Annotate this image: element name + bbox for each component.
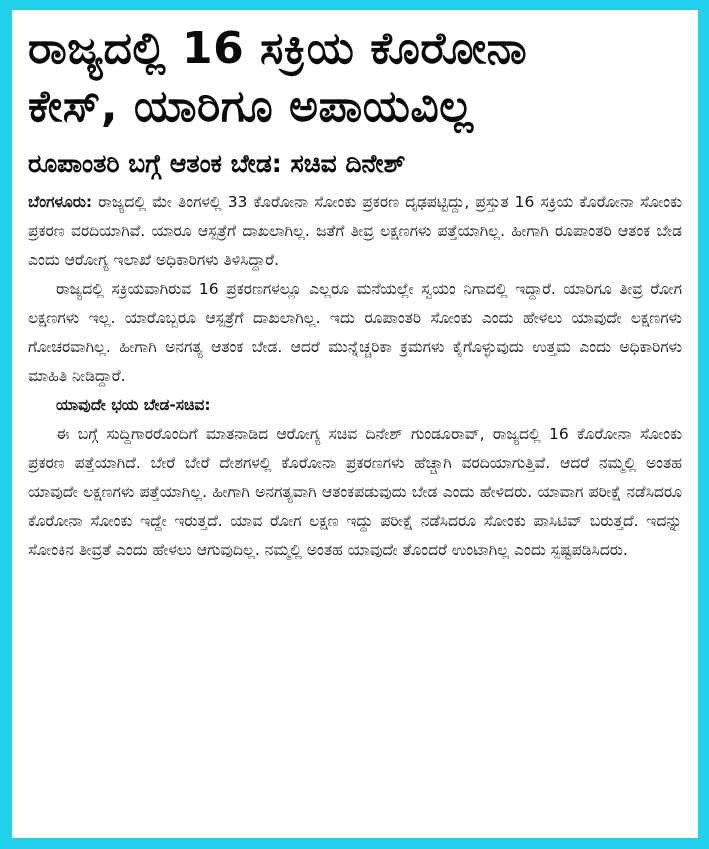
section-heading: ಯಾವುದೇ ಭಯ ಬೇಡ-ಸಚಿವ:	[56, 396, 211, 414]
subheadline: ರೂಪಾಂತರಿ ಬಗ್ಗೆ ಆತಂಕ ಬೇಡ: ಸಚಿವ ದಿನೇಶ್	[28, 149, 406, 178]
article-body	[28, 188, 682, 565]
headline-line-1: ರಾಜ್ಯದಲ್ಲಿ 16 ಸಕ್ರಿಯ ಕೊರೋನಾ	[28, 23, 528, 74]
news-clipping	[12, 10, 698, 838]
paragraph-1	[28, 188, 682, 275]
dateline: ಬೆಂಗಳೂರು:	[28, 193, 93, 211]
paragraph-2: ರಾಜ್ಯದಲ್ಲಿ ಸಕ್ರಿಯವಾಗಿರುವ 16 ಪ್ರಕರಣಗಳಲ್ಲೂ ಎಲ್ಲರೂ ಮನೆಯಲ್ಲೇ ಸ್ವಯಂ ನಿಗಾದಲ್ಲಿ ಇದ್ದಾರೆ. ಯಾರಿಗೂ ತೀವ್ರ ರೋಗ ಲಕ್ಷಣಗಳು ಇಲ್ಲ. ಯಾರೊಬ್ಬರೂ ಆಸ್ಪತ್ರೆಗೆ ದಾಖಲಾಗಿಲ್ಲ. ಇದು ರೂಪಾಂತರಿ ಸೋಂಕು ಎಂದು ಹೇಳಲು ಯಾವುದೇ ಲಕ್ಷಣಗಳು ಗೋಚರವಾಗಿಲ್ಲ. ಹೀಗಾಗಿ ಅನಗತ್ಯ ಆತಂಕ ಬೇಡ. ಆದರೆ ಮುನ್ನೆಚ್ಚರಿಕಾ ಕ್ರಮಗಳು ಕೈಗೊಳ್ಳುವುದು ಉತ್ತಮ ಎಂದು ಅಧಿಕಾರಿಗಳು ಮಾಹಿತಿ ನೀಡಿದ್ದಾರೆ.	[28, 280, 682, 385]
paragraph-3: ಈ ಬಗ್ಗೆ ಸುದ್ದಿಗಾರರೊಂದಿಗೆ ಮಾತನಾಡಿದ ಆರೋಗ್ಯ ಸಚಿವ ದಿನೇಶ್ ಗುಂಡೂರಾವ್, ರಾಜ್ಯದಲ್ಲಿ 16 ಕೊರೋನಾ ಸೋಂಕು ಪ್ರಕರಣ ಪತ್ತೆಯಾಗಿದೆ. ಬೇರೆ ಬೇರೆ ದೇಶಗಳಲ್ಲಿ ಕೊರೋನಾ ಪ್ರಕರಣಗಳು ಹೆಚ್ಚಾಗಿ ವರದಿಯಾಗುತ್ತಿವೆ. ಆದರೆ ನಮ್ಮಲ್ಲಿ ಅಂತಹ ಯಾವುದೇ ಲಕ್ಷಣಗಳು ಪತ್ತೆಯಾಗಿಲ್ಲ. ಹೀಗಾಗಿ ಅನಗತ್ಯವಾಗಿ ಆತಂಕಪಡುವುದು ಬೇಡ ಎಂದು ಹೇಳಿದರು. ಯಾವಾಗ ಪರೀಕ್ಷೆ ನಡೆಸಿದರೂ ಕೊರೋನಾ ಸೋಂಕು ಇದ್ದೇ ಇರುತ್ತದೆ. ಯಾವ ರೋಗ ಲಕ್ಷಣ ಇದ್ದು ಪರೀಕ್ಷೆ ನಡೆಸಿದರೂ ಸೋಂಕು ಪಾಸಿಟಿವ್ ಬರುತ್ತದೆ. ಇದನ್ನು ಸೋಂಕಿನ ತೀವ್ರತೆ ಎಂದು ಹೇಳಲು ಆಗುವುದಿಲ್ಲ. ನಮ್ಮಲ್ಲಿ ಅಂತಹ ಯಾವುದೇ ತೊಂದರೆ ಉಂಟಾಗಿಲ್ಲ ಎಂದು ಸ್ಪಷ್ಟಪಡಿಸಿದರು.	[28, 425, 682, 559]
headline	[28, 20, 682, 136]
paragraph-1-text: ರಾಜ್ಯದಲ್ಲಿ ಮೇ ತಿಂಗಳಲ್ಲಿ 33 ಕೊರೋನಾ ಸೋಂಕು ಪ್ರಕರಣ ದೃಢಪಟ್ಟಿದ್ದು, ಪ್ರಸ್ತುತ 16 ಸಕ್ರಿಯ ಕೊರೋನಾ ಸೋಂಕು ಪ್ರಕರಣ ವರದಿಯಾಗಿವೆ. ಯಾರೂ ಆಸ್ಪತ್ರೆಗೆ ದಾಖಲಾಗಿಲ್ಲ. ಜತೆಗೆ ತೀವ್ರ ಲಕ್ಷಣಗಳು ಪತ್ತೆಯಾಗಿಲ್ಲ. ಹೀಗಾಗಿ ರೂಪಾಂತರಿ ಆತಂಕ ಬೇಡ ಎಂದು ಆರೋಗ್ಯ ಇಲಾಖೆ ಅಧಿಕಾರಿಗಳು ತಿಳಿಸಿದ್ದಾರೆ.	[28, 193, 683, 269]
headline-line-2: ಕೇಸ್‌, ಯಾರಿಗೂ ಅಪಾಯವಿಲ್ಲ	[28, 81, 474, 132]
